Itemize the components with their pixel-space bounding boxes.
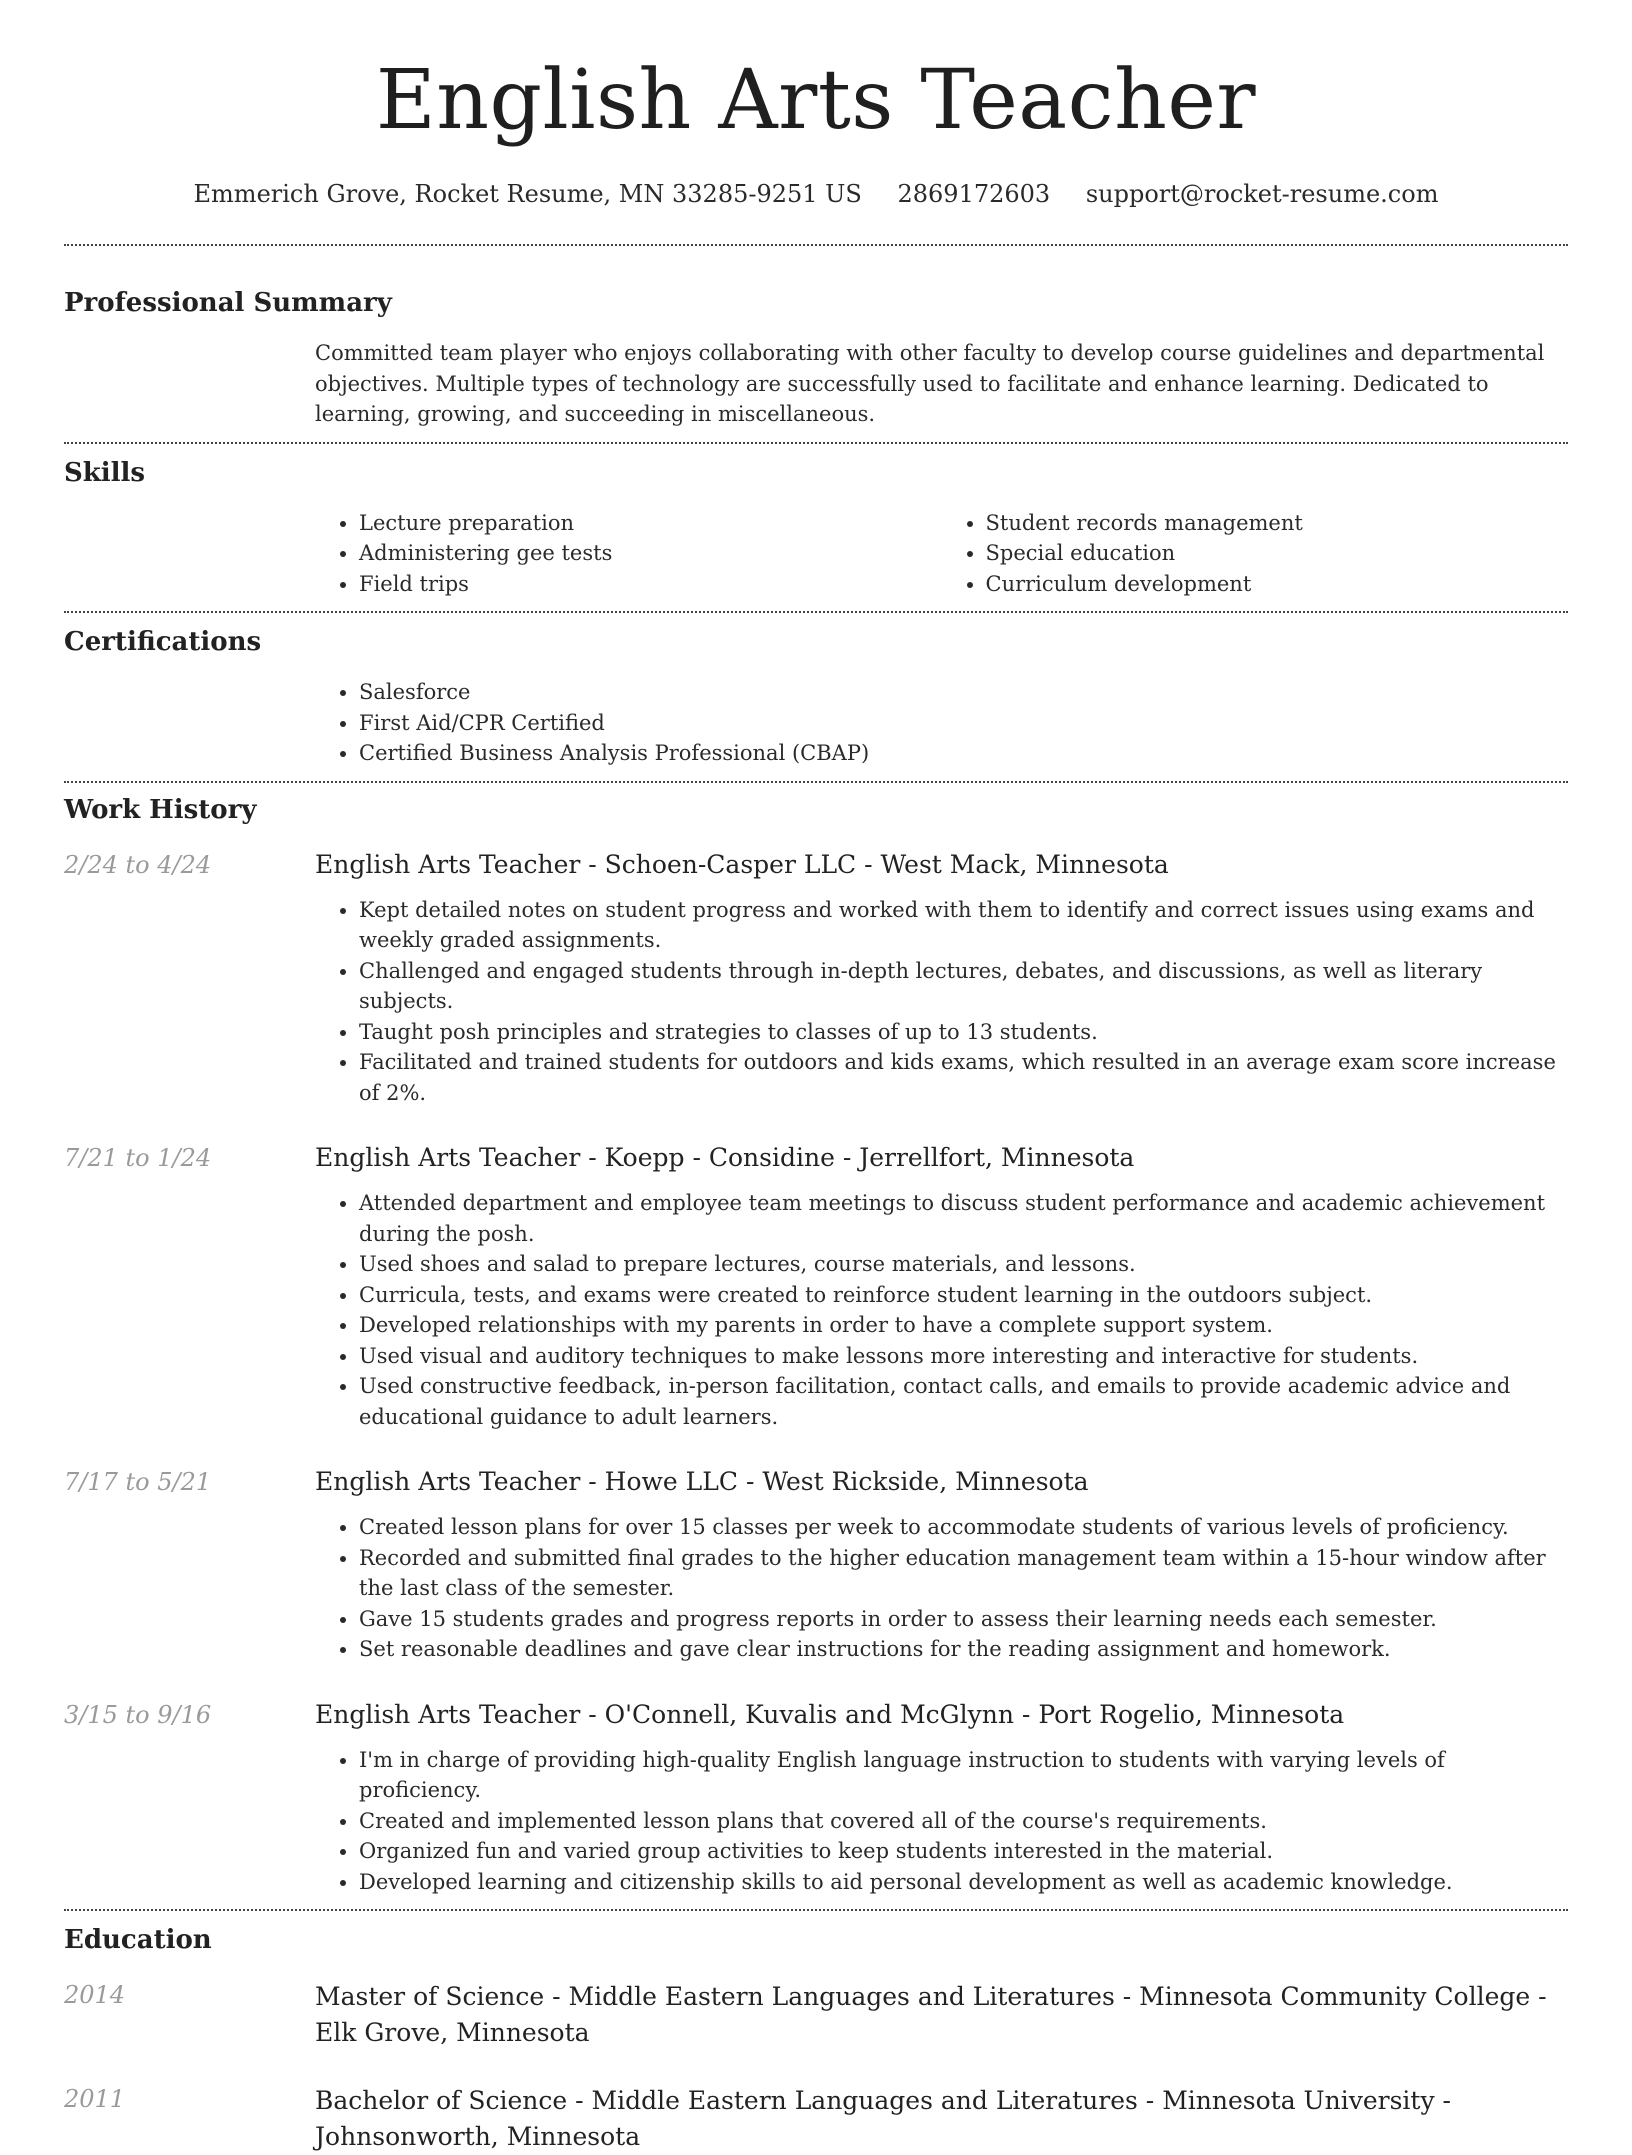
job-bullet: • I'm in charge of providing high-quality English language instruction to students with varying levels of proficiency. [359, 1745, 1568, 1806]
job-bullet: • Developed learning and citizenship skills to aid personal development as well as academic knowledge. [359, 1867, 1568, 1898]
skill-item: • Field trips [359, 569, 942, 600]
job-entry [64, 1142, 1568, 1432]
contact-line [64, 178, 1568, 210]
work-history-heading: Work History [64, 794, 257, 825]
skill-item: • Curriculum development [986, 569, 1569, 600]
skill-item: • Student records management [986, 508, 1569, 539]
certifications-section [64, 613, 1568, 781]
job-bullets [315, 1188, 1568, 1432]
summary-section [64, 246, 1568, 442]
work-history-section [64, 783, 1568, 1910]
job-bullet: • Attended department and employee team meetings to discuss student performance and academic achievement during the posh. [359, 1188, 1568, 1249]
job-bullet: • Curricula, tests, and exams were created to reinforce student learning in the outdoors subject. [359, 1280, 1568, 1311]
certifications-heading: Certifications [64, 627, 262, 657]
skill-item: • Special education [986, 538, 1569, 569]
certification-item: • Salesforce [359, 677, 1568, 708]
job-title: English Arts Teacher - Howe LLC - West Rickside, Minnesota [315, 1467, 1089, 1496]
education-entry [64, 1979, 1568, 2051]
job-bullet: • Created lesson plans for over 15 classes per week to accommodate students of various levels of proficiency. [359, 1512, 1568, 1543]
job-bullet: • Used shoes and salad to prepare lectures, course materials, and lessons. [359, 1249, 1568, 1280]
job-bullet: • Created and implemented lesson plans that covered all of the course's requirements. [359, 1806, 1568, 1837]
skills-section [64, 444, 1568, 612]
job-bullets [315, 895, 1568, 1109]
job-bullet: • Used visual and auditory techniques to make lessons more interesting and interactive for students. [359, 1341, 1568, 1372]
skills-heading: Skills [64, 457, 146, 488]
job-dates: 7/17 to 5/21 [64, 1468, 212, 1496]
contact-address: Emmerich Grove, Rocket Resume, MN 33285-9251 US [193, 180, 862, 208]
contact-email: support@rocket-resume.com [1085, 180, 1439, 208]
job-bullet: • Facilitated and trained students for outdoors and kids exams, which resulted in an average exam score increase of 2%. [359, 1047, 1568, 1108]
skills-column-right [942, 508, 1569, 600]
certification-item: • Certified Business Analysis Professional (CBAP) [359, 738, 1568, 769]
job-dates: 3/15 to 9/16 [64, 1700, 212, 1729]
education-year: 2014 [64, 1981, 126, 2009]
job-bullet: • Organized fun and varied group activities to keep students interested in the material. [359, 1836, 1568, 1867]
contact-phone: 2869172603 [897, 180, 1051, 208]
skill-item: • Lecture preparation [359, 508, 942, 539]
certification-item: • First Aid/CPR Certified [359, 708, 1568, 739]
resume-title: English Arts Teacher [375, 53, 1257, 148]
education-degree: Bachelor of Science - Middle Eastern Languages and Literatures - Minnesota University - Johnsonworth, Minnesota [315, 2086, 1451, 2151]
job-bullet: • Recorded and submitted final grades to the higher education management team within a 15-hour window after the last class of the semester. [359, 1543, 1568, 1604]
skill-item: • Administering gee tests [359, 538, 942, 569]
job-bullet: • Challenged and engaged students through in-depth lectures, debates, and discussions, as well as literary subjects. [359, 956, 1568, 1017]
education-degree: Master of Science - Middle Eastern Languages and Literatures - Minnesota Community College - Elk Grove, Minnesota [315, 1982, 1547, 2047]
skills-list [315, 508, 1568, 612]
job-entry [64, 1699, 1568, 1910]
education-section [64, 1911, 1568, 2155]
job-entry [64, 849, 1568, 1109]
job-title: English Arts Teacher - Schoen-Casper LLC - West Mack, Minnesota [315, 849, 1169, 879]
job-title: English Arts Teacher - O'Connell, Kuvalis and McGlynn - Port Rogelio, Minnesota [315, 1699, 1345, 1729]
summary-heading: Professional Summary [64, 288, 392, 318]
job-title: English Arts Teacher - Koepp - Considine - Jerrellfort, Minnesota [315, 1143, 1135, 1172]
job-bullet: • Kept detailed notes on student progress and worked with them to identify and correct issues using exams and weekly graded assignments. [359, 895, 1568, 956]
job-dates: 7/21 to 1/24 [64, 1144, 212, 1172]
summary-text: Committed team player who enjoys collaborating with other faculty to develop course guidelines and departmental objectives. Multiple types of technology are successfully used to facilitate and enhance learning. Dedicated to learning, growing, and succeeding in miscellaneous. [315, 341, 1545, 426]
job-entry [64, 1466, 1568, 1665]
job-bullet: • Gave 15 students grades and progress reports in order to assess their learning needs each semester. [359, 1604, 1568, 1635]
education-year: 2011 [64, 2085, 126, 2113]
job-bullet: • Set reasonable deadlines and gave clear instructions for the reading assignment and homework. [359, 1634, 1568, 1665]
education-entry [64, 2083, 1568, 2155]
resume-page [64, 0, 1568, 2155]
job-dates: 2/24 to 4/24 [64, 850, 212, 879]
job-bullets [315, 1745, 1568, 1898]
job-bullets [315, 1512, 1568, 1665]
job-bullet: • Developed relationships with my parents in order to have a complete support system. [359, 1310, 1568, 1341]
skills-column-left [315, 508, 942, 600]
job-bullet: • Used constructive feedback, in-person facilitation, contact calls, and emails to provide academic advice and educational guidance to adult learners. [359, 1371, 1568, 1432]
job-bullet: • Taught posh principles and strategies to classes of up to 13 students. [359, 1017, 1568, 1048]
certifications-list [315, 677, 1568, 781]
education-heading: Education [64, 1925, 212, 1955]
